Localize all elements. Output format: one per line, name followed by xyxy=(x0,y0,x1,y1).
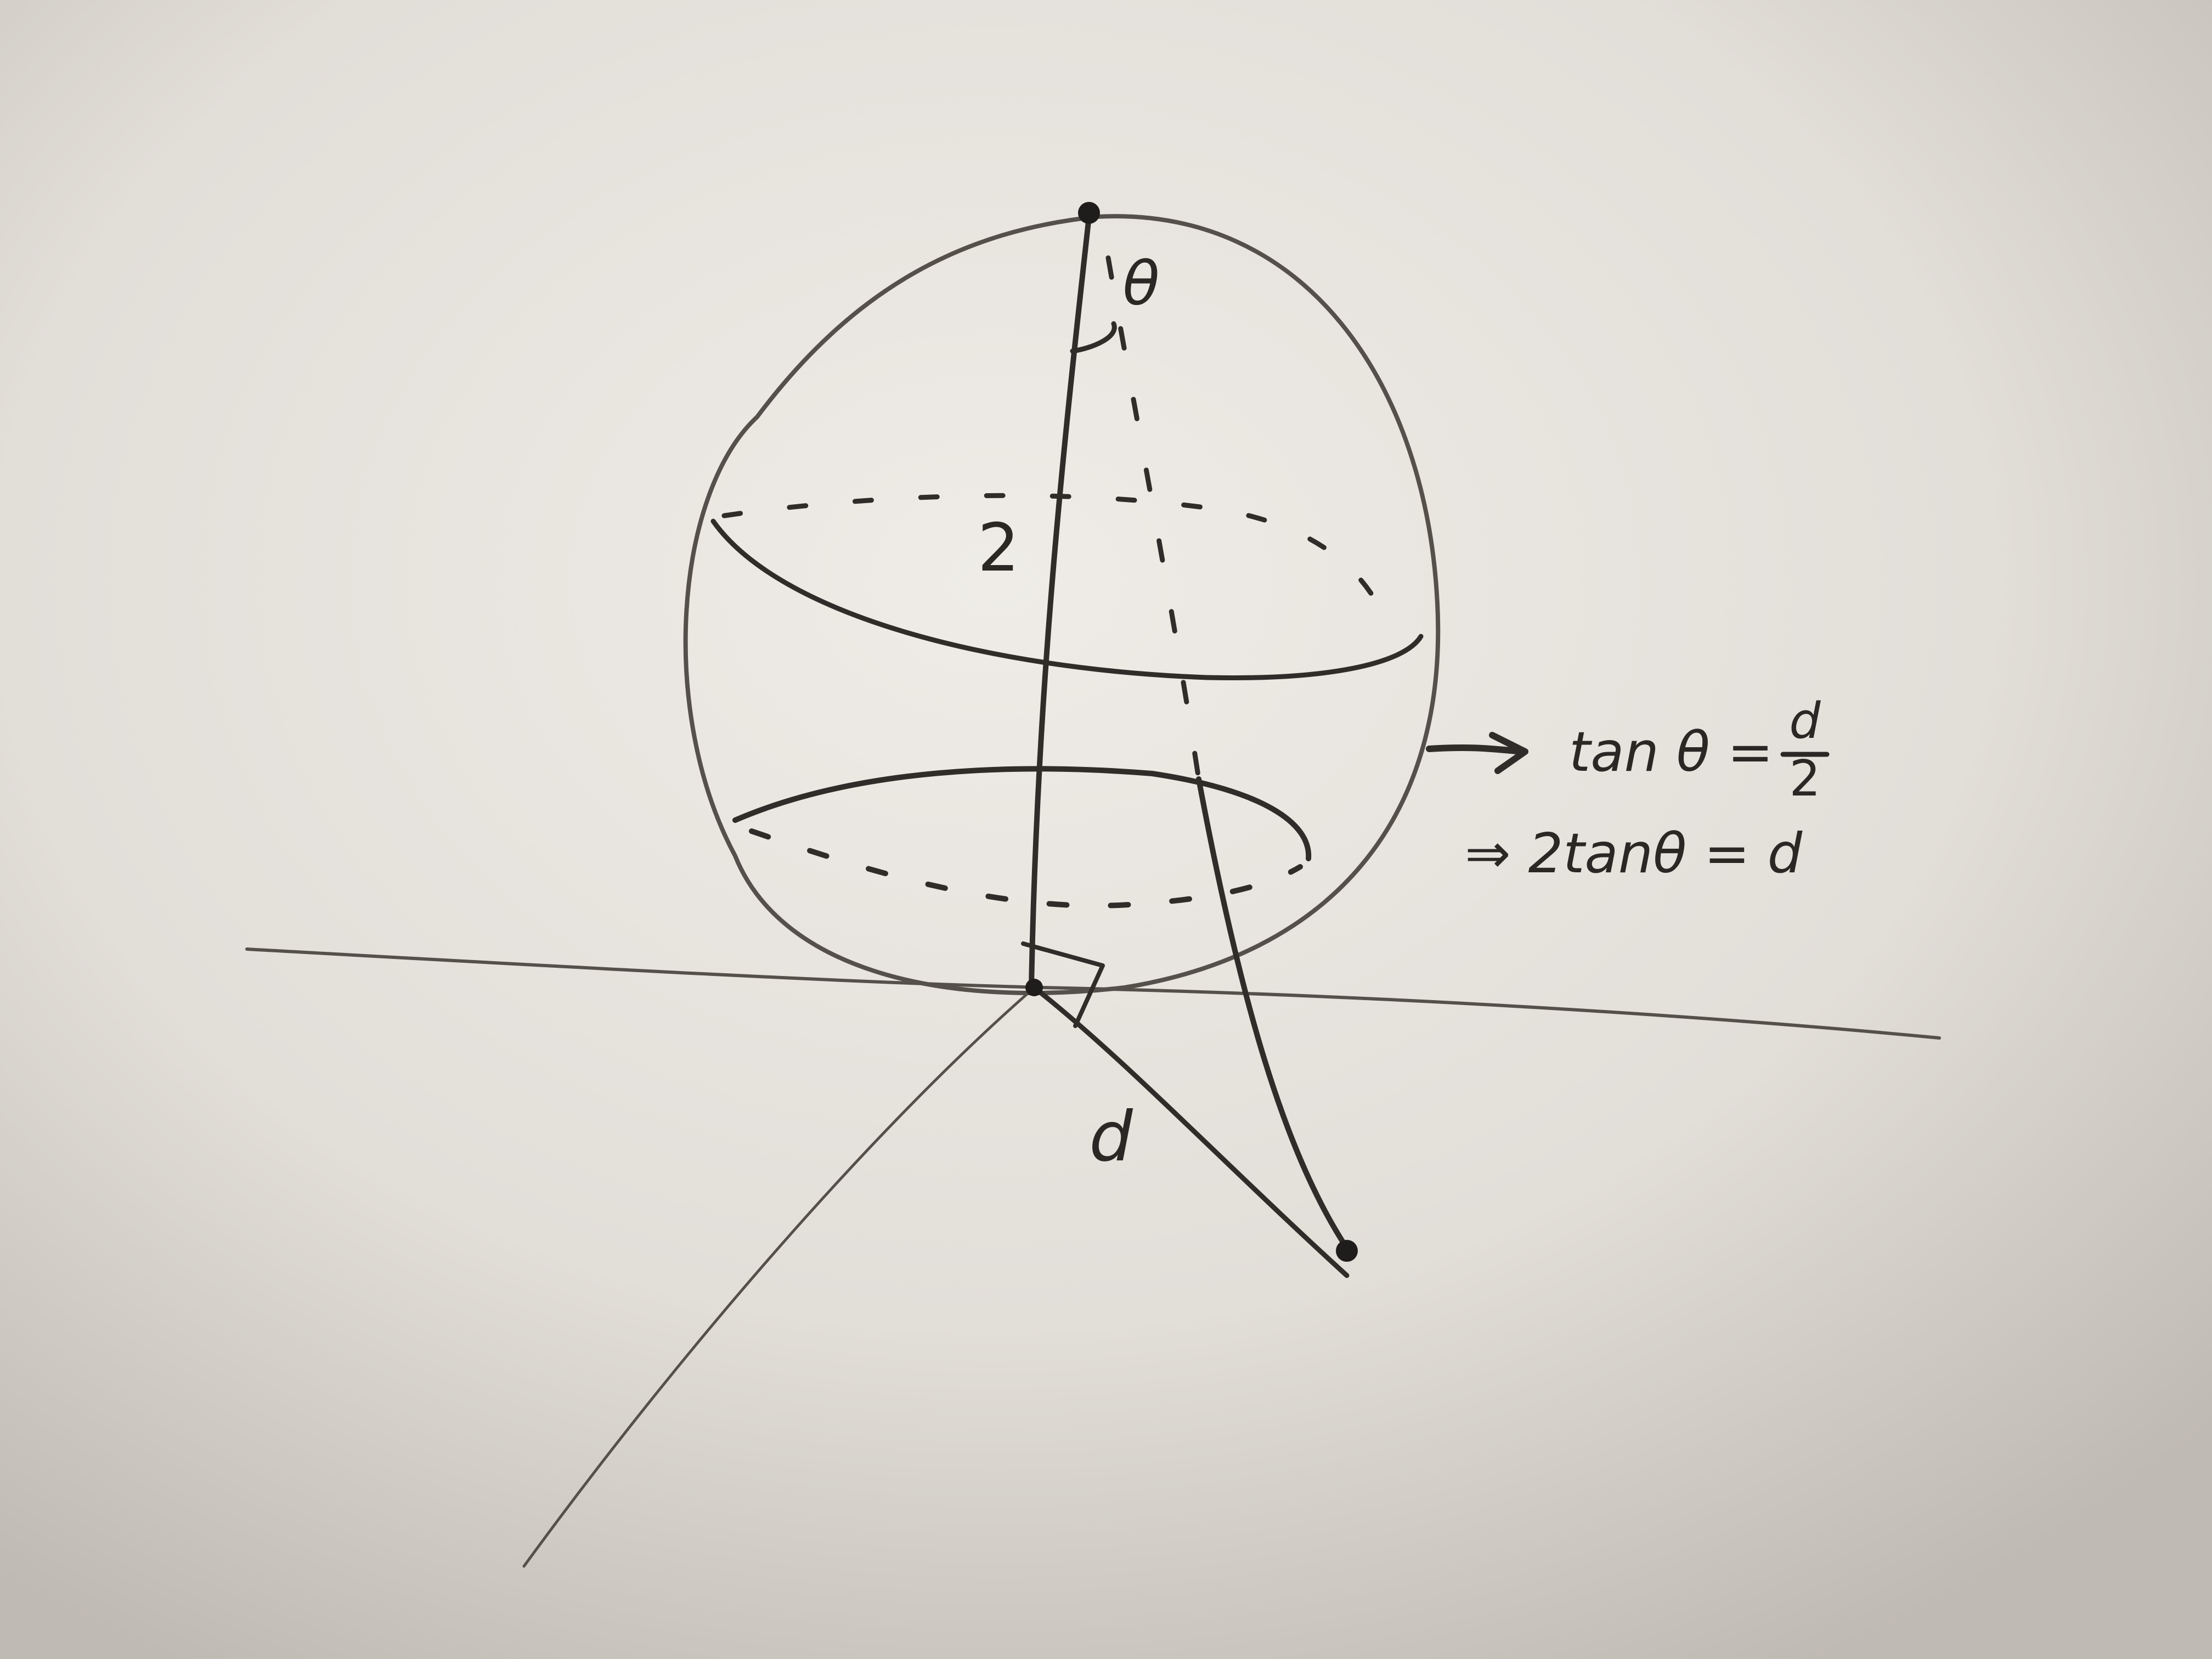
label-theta: θ xyxy=(1122,249,1160,319)
equation-tan-prefix: tan θ = xyxy=(1569,720,1774,784)
label-distance: d xyxy=(1089,1097,1133,1177)
equation-fraction-denominator: 2 xyxy=(1789,750,1821,808)
label-sphere-diameter: 2 xyxy=(977,510,1020,586)
south-pole-point xyxy=(1025,979,1043,996)
equation-fraction-numerator: d xyxy=(1789,692,1821,750)
equation-result: ⇒ 2tanθ = d xyxy=(1465,821,1803,885)
projected-point xyxy=(1336,1240,1358,1262)
north-pole-point xyxy=(1078,202,1100,224)
